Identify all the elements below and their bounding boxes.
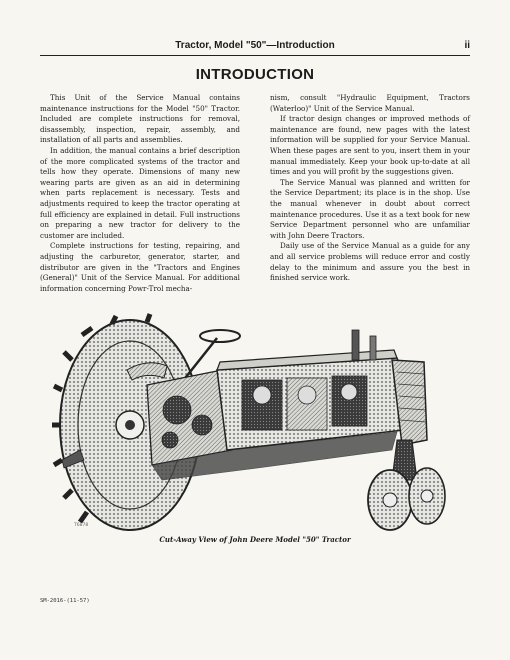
section-heading: INTRODUCTION: [195, 66, 315, 83]
paragraph: Daily use of the Service Manual as a guide for any and all service problems will reduce error and costly delay to the minimum and assure you the best in finished service work.: [270, 241, 470, 283]
paragraph: nism, consult "Hydraulic Equipment, Tractors (Waterloo)" Unit of the Service Manual.: [270, 93, 470, 113]
paragraph: Complete instructions for testing, repairing, and adjusting the carburetor, generator, starter, and distributor are given in the "Tractors and Engines (General)" Unit of the Service Manual. For additional information concerning Powr-Trol mecha-: [40, 241, 240, 293]
running-head-title: Tractor, Model "50"—Introduction: [175, 40, 335, 51]
right-text-column: [270, 93, 470, 284]
running-head: [40, 38, 470, 54]
header-rule: [40, 55, 470, 56]
engine-internals: [242, 376, 367, 430]
paragraph: The Service Manual was planned and written for the Service Department; its place is in the shop. Use the manual whenever in doubt about correct maintenance procedures. Use it as a text book for new Service Department personnel who are unfamiliar with John Deere Tractors.: [270, 177, 470, 240]
tractor-cutaway-illustration: [52, 300, 452, 535]
figure-number: T6878: [74, 523, 89, 528]
left-text-column: [40, 93, 240, 294]
paragraph: In addition, the manual contains a brief description of the more complicated systems of the tractor and tells how they operate. Dimensions of many new wearing parts are given as an aid in determining when parts replacement is necessary. Tests and adjustments required to keep the tractor operating at full efficiency are explained in detail. Full instructions on preparing a new tractor for delivery to the customer are included.: [40, 145, 240, 240]
figure-caption: Cut-Away View of John Deere Model "50" Tractor: [159, 535, 351, 544]
page-number: ii: [464, 40, 470, 51]
paragraph: If tractor design changes or improved methods of maintenance are found, new pages with the latest information will be supplied for your Service Manual. When these pages are sent to you, insert them in your manual immediately. Keep your book up-to-date at all times and you will profit by the suggestions given.: [270, 114, 470, 177]
footer-code: SM-2016-(11-57): [40, 598, 90, 604]
paragraph: This Unit of the Service Manual contains maintenance instructions for the Model "50" Tractor. Included are complete instructions for removal, disassembly, inspection, repair, assembly, and installation of all parts and assemblies.: [40, 93, 240, 145]
